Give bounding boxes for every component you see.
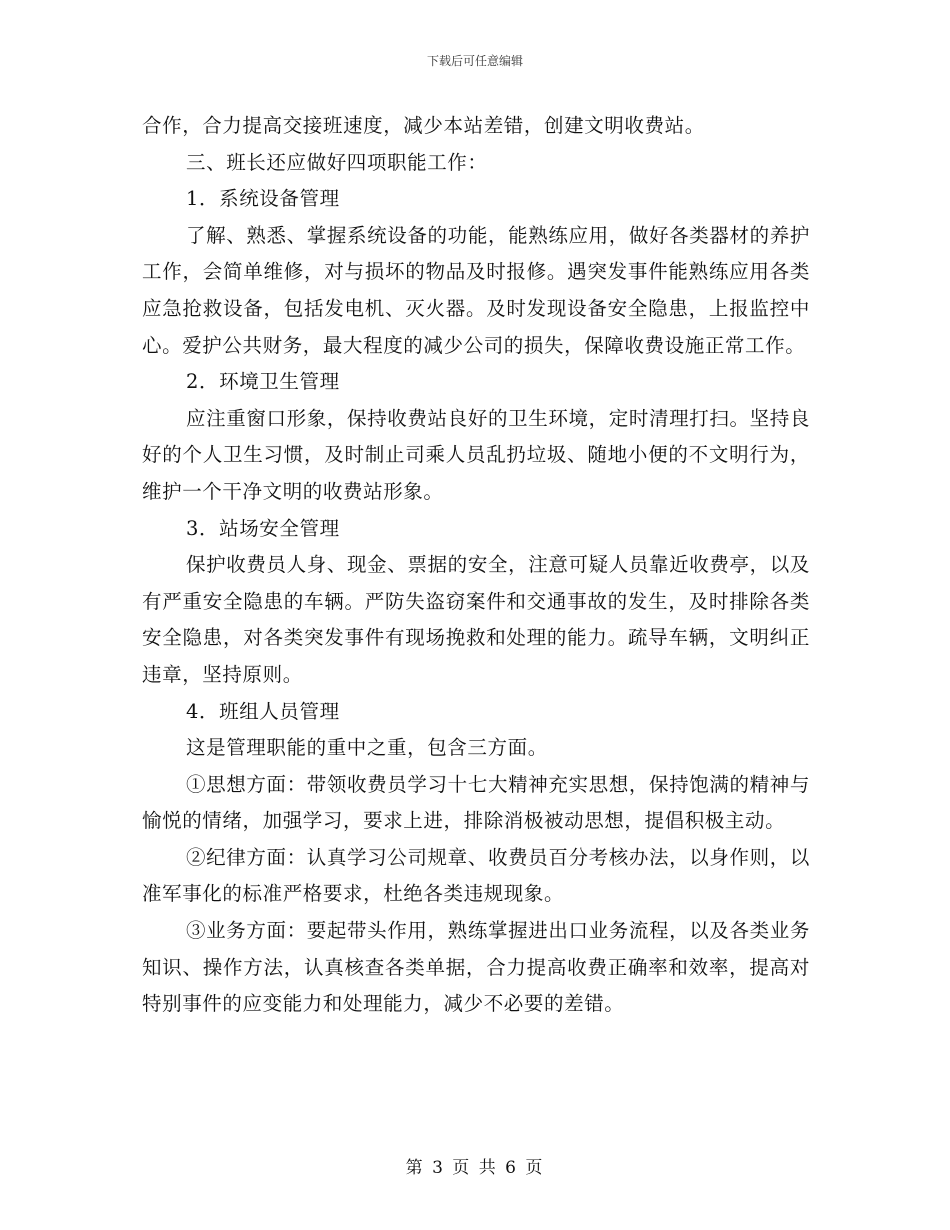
paragraph-equipment: 了解、熟悉、掌握系统设备的功能，能熟练应用，做好各类器材的养护工作，会简单维修，对与损坏的物品及时报修。遇突发事件能熟练应用各类应急抢救设备，包括发电机、灭火器。及时发现设备安全隐患，上报监控中心。爱护公共财务，最大程度的减少公司的损失，保障收费设施正常工作。 xyxy=(142,223,810,357)
subheading-hygiene: 2．环境卫生管理 xyxy=(186,370,340,394)
section-heading-duties: 三、班长还应做好四项职能工作： xyxy=(186,150,488,174)
paragraph-discipline: ②纪律方面：认真学习公司规章、收费员百分考核办法，以身作则，以准军事化的标准严格要求，杜绝各类违规现象。 xyxy=(142,845,810,906)
page-header: 下载后可任意编辑 xyxy=(426,54,523,68)
document-body xyxy=(142,108,810,1023)
paragraph-hygiene: 应注重窗口形象，保持收费站良好的卫生环境，定时清理打扫。坚持良好的个人卫生习惯，及时制止司乘人员乱扔垃圾、随地小便的不文明行为，维护一个干净文明的收费站形象。 xyxy=(142,406,810,503)
paragraph-safety: 保护收费员人身、现金、票据的安全，注意可疑人员靠近收费亭，以及有严重安全隐患的车辆。严防失盗窃案件和交通事故的发生，及时排除各类安全隐患，对各类突发事件有现场挽救和处理的能力。疏导车辆，文明纠正违章，坚持原则。 xyxy=(142,553,810,686)
subheading-safety: 3．站场安全管理 xyxy=(186,516,340,540)
paragraph-1: 合作，合力提高交接班速度，减少本站差错，创建文明收费站。 xyxy=(142,114,705,137)
paragraph-thought: ①思想方面：带领收费员学习十七大精神充实思想，保持饱满的精神与愉悦的情绪，加强学习，要求上进，排除消极被动思想，提倡积极主动。 xyxy=(142,772,810,833)
paragraph-business: ③业务方面：要起带头作用，熟练掌握进出口业务流程，以及各类业务知识、操作方法，认真核查各类单据，合力提高收费正确率和效率，提高对特别事件的应变能力和处理能力，减少不必要的差错。 xyxy=(142,919,810,1016)
page-number: 第 3 页 共 6 页 xyxy=(405,1158,545,1178)
subheading-personnel: 4．班组人员管理 xyxy=(186,699,340,723)
paragraph-personnel-intro: 这是管理职能的重中之重，包含三方面。 xyxy=(186,736,548,760)
subheading-equipment: 1．系统设备管理 xyxy=(186,187,340,211)
